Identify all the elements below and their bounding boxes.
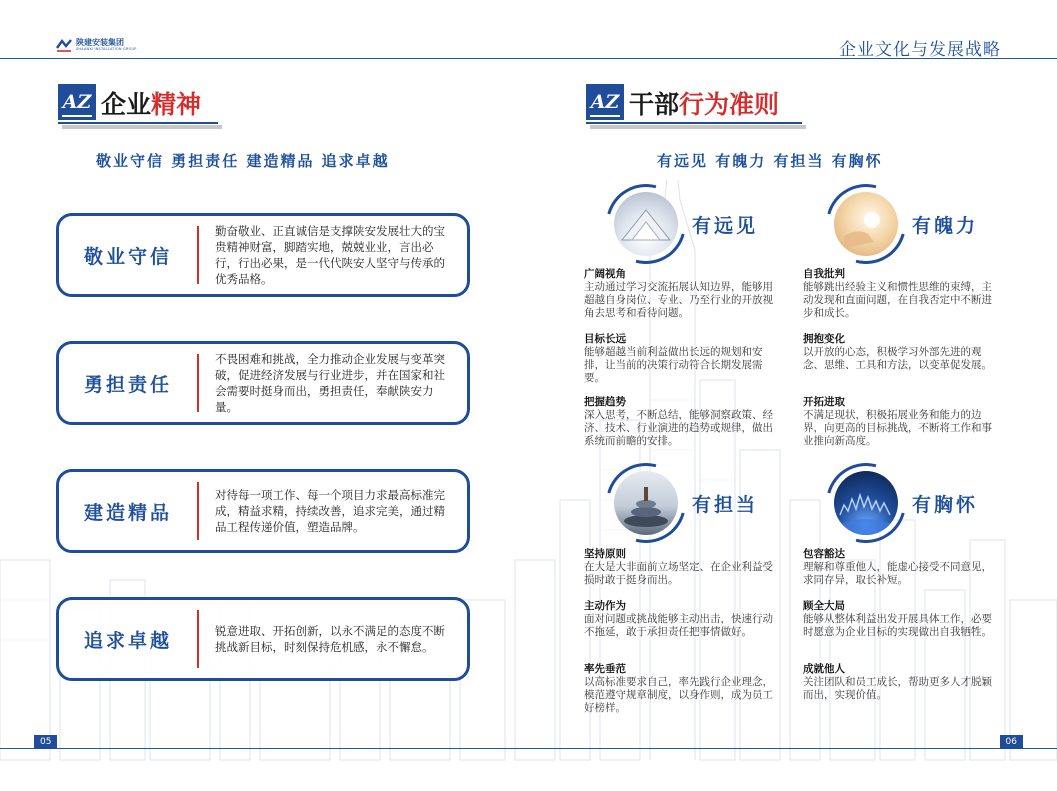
conduct-item-text: 主动通过学习交流拓展认知边界，能够用超越自身岗位、专业、乃至行业的开放视角去思考和看待问题。 xyxy=(584,281,773,319)
page-number-right: 06 xyxy=(1000,735,1023,749)
section-title-cadre-conduct xyxy=(586,84,779,120)
spirit-card-text: 不畏困难和挑战，全力推动企业发展与变革突破，促进经济发展与行业进步，并在国家和社会需要时挺身而出，勇担责任，奉献陕安力量。 xyxy=(215,352,445,414)
az-badge-icon: AZ xyxy=(58,84,96,120)
conduct-item xyxy=(584,600,782,639)
conduct-item-text: 不满足现状，积极拓展业务和能力的边界，向更高的目标挑战，不断将工作和事业推向新高度。 xyxy=(803,409,992,447)
az-badge-icon: AZ xyxy=(586,84,624,120)
conduct-item-text: 深入思考，不断总结，能够洞察政策、经济、技术、行业演进的趋势或规律，做出系统而前瞻的安排。 xyxy=(584,409,773,447)
logo-chinese-name: 陕建安装集团 xyxy=(76,38,124,47)
value-head-drive xyxy=(826,184,978,264)
section-title-red: 精神 xyxy=(151,90,202,119)
hands-light-icon xyxy=(834,192,898,256)
conduct-item-text: 在大是大非面前立场坚定、在企业利益受损时敢于挺身而出。 xyxy=(584,561,773,586)
conduct-item xyxy=(803,396,1001,448)
value-head-responsibility xyxy=(606,463,758,543)
spirit-card-title: 勇担责任 xyxy=(83,373,172,396)
spirit-card-text: 勤奋敬业、正直诚信是支撑陕安发展壮大的宝贵精神财富，脚踏实地，兢兢业业，言出必行，行出必果，是一代代陕安人坚守与传承的优秀品格。 xyxy=(215,224,445,286)
conduct-item-heading: 包容豁达 xyxy=(803,548,845,560)
conduct-item xyxy=(803,268,1001,320)
spirit-card xyxy=(56,469,470,553)
conduct-item-heading: 率先垂范 xyxy=(584,663,626,675)
footer-rule-left xyxy=(0,748,560,749)
conduct-item-heading: 主动作为 xyxy=(584,600,626,612)
conduct-item xyxy=(584,333,782,385)
company-logo xyxy=(56,38,137,52)
logo-mark-icon xyxy=(56,38,72,52)
conduct-item-heading: 成就他人 xyxy=(803,663,845,675)
value-head-broad-mind xyxy=(826,463,978,543)
conduct-item-heading: 把握趋势 xyxy=(584,396,626,408)
section-underline xyxy=(58,122,218,124)
conduct-item-heading: 自我批判 xyxy=(803,268,845,280)
logo-english-name: SHAANXI INSTALLATION GROUP xyxy=(76,47,137,51)
globe-city-icon xyxy=(834,471,898,535)
conduct-item-heading: 目标长远 xyxy=(584,333,626,345)
enterprise-spirit-subtitle: 敬业守信 勇担责任 建造精品 追求卓越 xyxy=(96,152,390,170)
conduct-item-text: 能够超越当前利益做出长远的规划和安排，让当前的决策行动符合长期发展需要。 xyxy=(584,346,763,384)
conduct-item-heading: 广阔视角 xyxy=(584,268,626,280)
spirit-card-title: 建造精品 xyxy=(83,501,172,524)
conduct-item-text: 能够从整体利益出发开展具体工作，必要时愿意为企业目标的实现做出自我牺牲。 xyxy=(803,613,992,638)
conduct-item-heading: 开拓进取 xyxy=(803,396,845,408)
section-title-enterprise-spirit xyxy=(58,84,201,120)
conduct-item xyxy=(584,268,782,320)
value-head-vision xyxy=(606,184,758,264)
conduct-item-text: 能够跳出经验主义和惯性思维的束缚，主动发现和直面问题，在自我否定中不断进步和成长。 xyxy=(803,281,992,319)
spirit-card-title: 敬业守信 xyxy=(83,245,172,268)
conduct-item xyxy=(803,600,1001,639)
balanced-stones-icon xyxy=(614,471,678,535)
page-number-left: 05 xyxy=(34,735,57,749)
section-underline-shadow xyxy=(62,125,222,129)
section-title-black: 企业 xyxy=(101,90,152,119)
pyramid-icon xyxy=(614,192,678,256)
spirit-card-text: 锐意进取、开拓创新，以永不满足的态度不断挑战新目标，时刻保持危机感，永不懈怠。 xyxy=(215,624,445,654)
footer-rule-right xyxy=(560,748,1057,749)
conduct-item-heading: 坚持原则 xyxy=(584,548,626,560)
conduct-item-text: 以高标准要求自己，率先践行企业理念，模范遵守规章制度，以身作则，成为员工好榜样。 xyxy=(584,676,773,714)
value-title: 有胸怀 xyxy=(912,493,979,516)
spirit-card xyxy=(56,597,470,681)
conduct-item-text: 面对问题或挑战能够主动出击，快速行动不拖延，敢于承担责任把事情做好。 xyxy=(584,613,773,638)
conduct-item-text: 以开放的心态，积极学习外部先进的观念、思维、工具和方法，以变革促发展。 xyxy=(803,346,992,371)
value-title: 有魄力 xyxy=(912,214,979,237)
spirit-card xyxy=(56,213,470,297)
conduct-item xyxy=(584,663,782,715)
conduct-item xyxy=(584,396,782,448)
conduct-item xyxy=(803,548,1001,587)
conduct-item xyxy=(803,663,1001,702)
value-title: 有远见 xyxy=(692,214,759,237)
spirit-card-text: 对待每一项工作、每一个项目力求最高标准完成，精益求精，持续改善，追求完美，通过精品工程传递价值，塑造品牌。 xyxy=(215,488,445,534)
section-underline-shadow xyxy=(590,125,806,129)
section-underline xyxy=(586,122,802,124)
conduct-item xyxy=(803,333,1001,372)
conduct-item xyxy=(584,548,782,587)
cadre-conduct-subtitle: 有远见 有魄力 有担当 有胸怀 xyxy=(657,152,883,170)
section-title-red: 行为准则 xyxy=(679,90,780,119)
conduct-item-heading: 拥抱变化 xyxy=(803,333,845,345)
value-title: 有担当 xyxy=(692,493,759,516)
spirit-card-title: 追求卓越 xyxy=(83,629,172,652)
conduct-item-heading: 顾全大局 xyxy=(803,600,845,612)
header-title: 企业文化与发展战略 xyxy=(839,40,1001,60)
spirit-card xyxy=(56,341,470,425)
section-title-black: 干部 xyxy=(629,90,680,119)
conduct-item-text: 理解和尊重他人，能虚心接受不同意见，求同存异，取长补短。 xyxy=(803,561,992,586)
conduct-item-text: 关注团队和员工成长，帮助更多人才脱颖而出，实现价值。 xyxy=(803,676,992,701)
